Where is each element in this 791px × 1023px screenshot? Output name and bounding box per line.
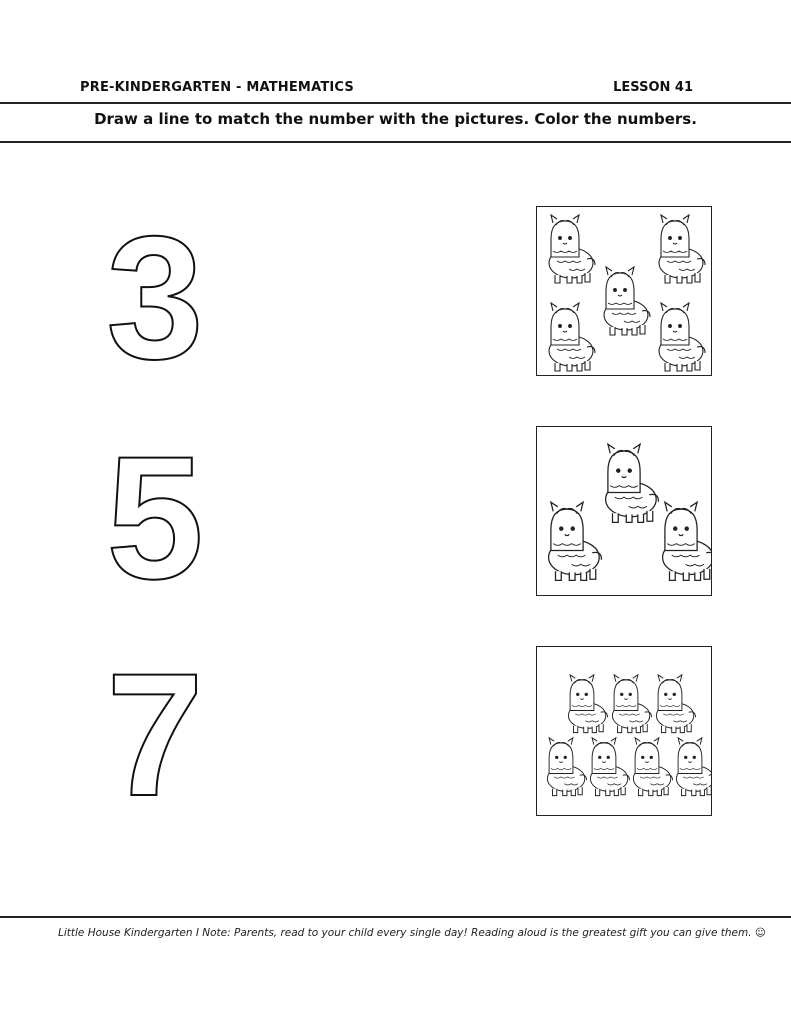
- footer-divider: [0, 916, 791, 918]
- alpaca-icon: [606, 444, 659, 522]
- alpaca-group: [537, 647, 711, 815]
- header-divider-bottom: [0, 141, 791, 143]
- footer-note: Little House Kindergarten I Note: Parents, read to your child every single day! Reading aloud is the greatest gift you can give them. ☺: [58, 927, 766, 939]
- alpaca-icon: [633, 738, 672, 796]
- picture-box-five-alpacas[interactable]: [536, 206, 712, 376]
- alpaca-icon: [659, 215, 705, 283]
- number-seven-glyph: 7: [106, 655, 204, 815]
- alpaca-icon: [549, 215, 595, 283]
- alpaca-icon: [656, 675, 695, 733]
- alpaca-icon: [549, 303, 595, 371]
- picture-box-seven-alpacas[interactable]: [536, 646, 712, 816]
- alpaca-icon: [659, 303, 705, 371]
- number-five-glyph: 5: [106, 438, 204, 598]
- alpaca-icon: [663, 502, 711, 580]
- outline-number-five[interactable]: [100, 438, 210, 598]
- number-three-glyph: 3: [106, 218, 204, 378]
- outline-number-three[interactable]: [100, 218, 210, 378]
- alpaca-icon: [547, 738, 586, 796]
- alpaca-icon: [612, 675, 651, 733]
- alpaca-icon: [676, 738, 711, 796]
- header-divider-top: [0, 102, 791, 104]
- alpaca-icon: [549, 502, 602, 580]
- subject-title: PRE-KINDERGARTEN - MATHEMATICS: [80, 80, 354, 95]
- instructions: Draw a line to match the number with the pictures. Color the numbers.: [94, 110, 697, 128]
- alpaca-icon: [568, 675, 607, 733]
- alpaca-icon: [590, 738, 629, 796]
- alpaca-group: [537, 427, 711, 595]
- alpaca-group: [537, 207, 711, 375]
- lesson-number: LESSON 41: [613, 80, 693, 95]
- picture-box-three-alpacas[interactable]: [536, 426, 712, 596]
- alpaca-icon: [604, 267, 650, 335]
- outline-number-seven[interactable]: [100, 655, 210, 815]
